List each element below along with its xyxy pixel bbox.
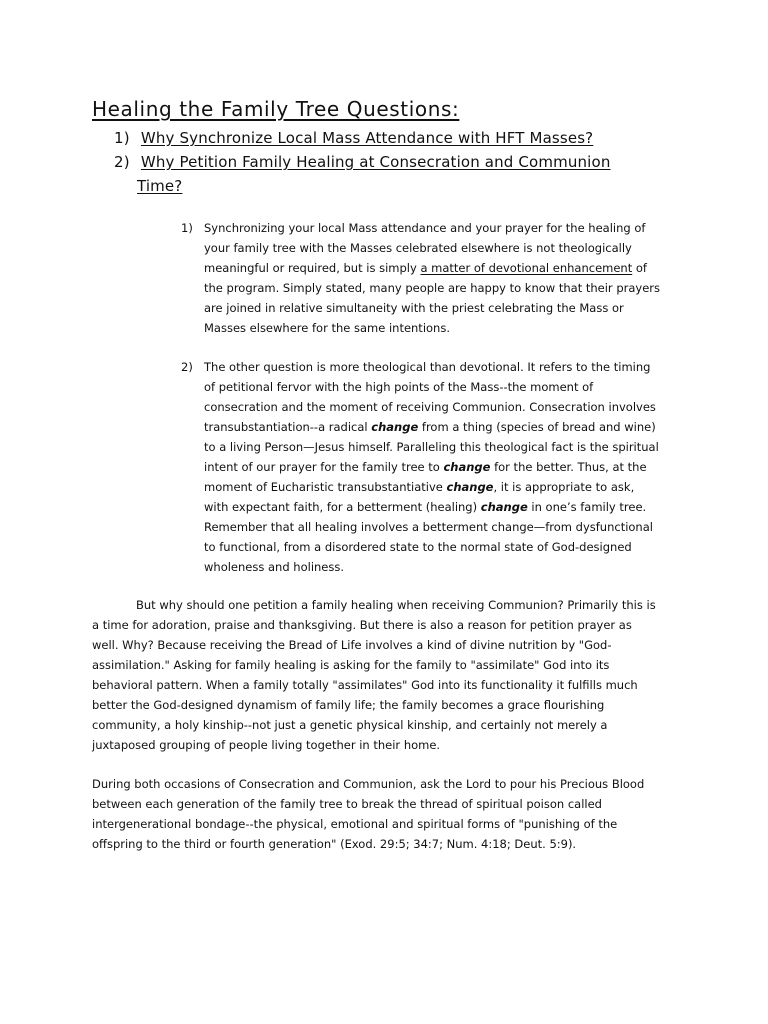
question-1-text: Why Synchronize Local Mass Attendance with HFT Masses? (140, 129, 594, 147)
question-1-number: 1) (114, 129, 130, 147)
answer-2-body (204, 357, 661, 577)
answer-1-underlined-phrase: a matter of devotional enhancement (420, 261, 633, 275)
question-1 (114, 127, 593, 150)
answer-1-number: 1) (181, 221, 193, 235)
body-paragraph-communion: But why should one petition a family healing when receiving Communion? Primarily this is a time for adoration, praise and thanksgiving. But there is also a reason for petition prayer as well. Why? Because receiving the Bread of Life involves a kind of divine nutrition by "God-assimilation." Asking for family healing is asking for the family to "assimilate" God into its behavioral pattern. When a family totally "assimilates" God into its functionality it fulfills much better the God-designed dynamism of family life; the family becomes a grace flourishing community, a holy kinship--not just a genetic physical kinship, and certainly not merely a juxtaposed grouping of people living together in their home. (92, 598, 656, 752)
document-title: Healing the Family Tree Questions: (92, 97, 460, 121)
body-paragraph-precious-blood: During both occasions of Consecration and Communion, ask the Lord to pour his Precious Blood between each generation of the family tree to break the thread of spiritual poison called intergenerational bondage--the physical, emotional and spiritual forms of "punishing of the offspring to the third or fourth generation" (Exod. 29:5; 34:7; Num. 4:18; Deut. 5:9). (92, 777, 645, 851)
answer-2-emphasis-2: change (443, 460, 491, 474)
answer-2-number: 2) (181, 360, 193, 374)
answer-2-text-a: The other question is more theological than devotional. It refers to the timing of petitional fervor with the high points of the Mass--the moment of consecration and the moment of receiving Communion. Consecration involves transubstantiation--a radical (204, 360, 656, 434)
question-2-text-continued: Time? (137, 177, 183, 195)
answer-1-text-a: Synchronizing your local Mass attendance and your prayer for the healing of your family tree with the Masses celebrated elsewhere is not theologically meaningful or required, but is simply (204, 221, 646, 275)
answer-1 (181, 218, 661, 338)
question-2-number: 2) (114, 153, 130, 171)
answer-2-text-e: in one’s family tree. Remember that all healing involves a betterment change—from dysfunctional to functional, from a disordered state to the normal state of God-designed wholeness and holiness. (204, 500, 653, 574)
question-2 (114, 151, 611, 174)
answer-2-emphasis-1: change (371, 420, 419, 434)
answer-1-body (204, 218, 661, 338)
answer-2-text-c: for the better. Thus, at the moment of Eucharistic transubstantiative (204, 460, 647, 494)
answer-2-emphasis-4: change (480, 500, 528, 514)
question-2-text: Why Petition Family Healing at Consecration and Communion (140, 153, 611, 171)
answer-2-emphasis-3: change (446, 480, 494, 494)
answer-2-text-d: , it is appropriate to ask, with expectant faith, for a betterment (healing) (204, 480, 635, 514)
answer-2 (181, 357, 661, 577)
answer-2-text-b: from a thing (species of bread and wine) to a living Person—Jesus himself. Paralleling this theological fact is the spiritual intent of our prayer for the family tree to (204, 420, 659, 474)
answer-1-text-b: of the program. Simply stated, many people are happy to know that their prayers are joined in relative simultaneity with the priest celebrating the Mass or Masses elsewhere for the same intentions. (204, 261, 660, 335)
